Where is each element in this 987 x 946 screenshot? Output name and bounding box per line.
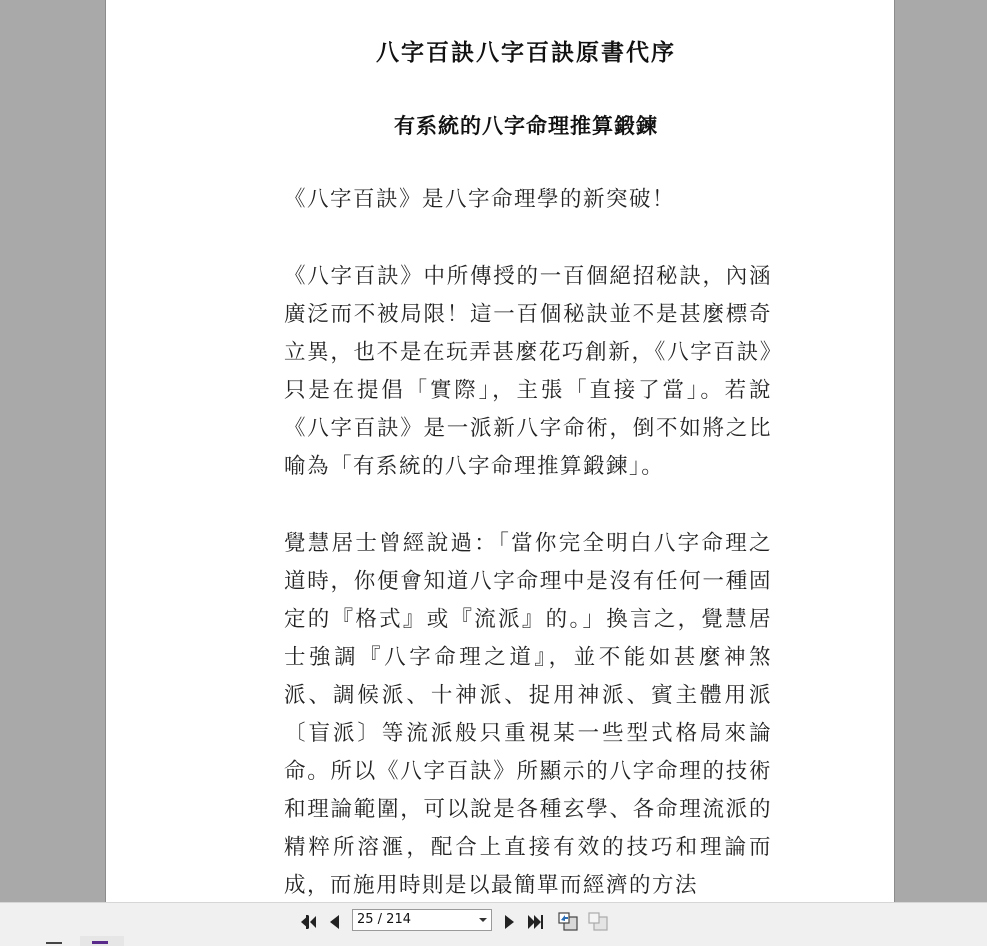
last-page-icon: [527, 913, 547, 931]
compare-page-button[interactable]: [586, 910, 610, 932]
page-number-select[interactable]: [352, 909, 492, 931]
paragraph: 覺慧居士曾經說過：「當你完全明白八字命理之道時，你便會知道八字命理中是沒有任何一種固定的『格式』或『流派』的。」換言之，覺慧居士強調『八字命理之道』，並不能如甚麼神煞派、調候派、十神派、捉用神派、賓主體用派〔盲派〕等流派般只重視某一些型式格局來論命。所以《八字百訣》所顯示的八字命理的技術和理論範圍，可以說是各種玄學、各命理流派的精粹所溶滙，配合上直接有效的技巧和理論而成，而施用時則是以最簡單而經濟的方法: [284, 531, 772, 898]
last-page-button[interactable]: [526, 912, 548, 932]
paragraph: 《八字百訣》中所傳授的一百個絕招秘訣，內涵廣泛而不被局限！這一百個秘訣並不是甚麼標奇立異，也不是在玩弄甚麼花巧創新，《八字百訣》只是在提倡「實際」，主張「直接了當」。若說《八字百訣》是一派新八字命術，倒不如將之比喻為「有系統的八字命理推算鍛鍊」。: [284, 264, 772, 479]
paragraph: 《八字百訣》是八字命理學的新突破！: [284, 187, 676, 212]
next-page-icon: [501, 913, 517, 931]
page-subtitle: 有系統的八字命理推算鍛鍊: [394, 114, 658, 138]
bottom-tab-indicator: [46, 942, 62, 944]
page-title: 八字百訣八字百訣原書代序: [376, 40, 676, 66]
copy-page-button[interactable]: [556, 910, 580, 932]
first-page-icon: [298, 913, 316, 931]
chevron-down-icon: [479, 918, 487, 922]
previous-page-icon: [327, 913, 343, 931]
compare-page-icon: [587, 910, 609, 932]
previous-page-button[interactable]: [324, 912, 346, 932]
copy-page-icon: [557, 910, 579, 932]
next-page-button[interactable]: [498, 912, 520, 932]
navigation-toolbar: [0, 902, 987, 946]
bottom-tab-indicator: [92, 941, 108, 944]
document-page: [105, 0, 895, 902]
page-indicator: 25 / 214: [357, 912, 411, 927]
first-page-button[interactable]: [296, 912, 318, 932]
